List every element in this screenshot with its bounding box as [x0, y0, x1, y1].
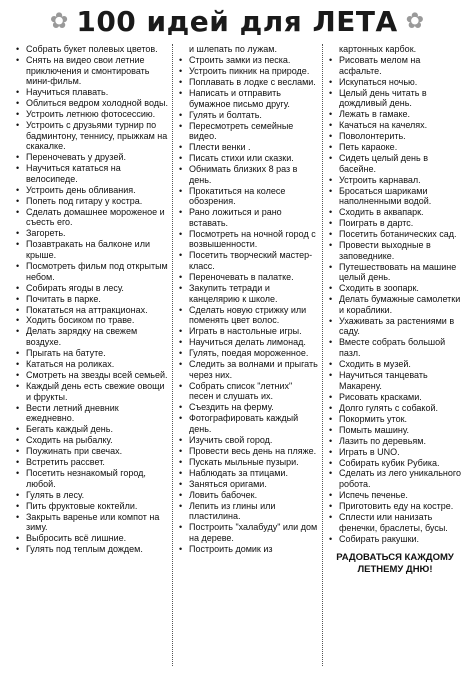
idea-item: • Пускать мыльные пузыри.: [177, 457, 319, 468]
idea-item: • Рано ложиться и рано вставать.: [177, 207, 319, 228]
idea-item: • Приготовить еду на костре.: [327, 501, 463, 512]
idea-item: • Загореть.: [14, 228, 169, 239]
ideas-columns: [10, 44, 466, 666]
idea-item: • Научиться делать лимонад.: [177, 337, 319, 348]
idea-item: • Гулять и болтать.: [177, 110, 319, 121]
idea-item: • Провести весь день на пляже.: [177, 446, 319, 457]
idea-item: • Вести летний дневник ежедневно.: [14, 403, 169, 424]
idea-item: • Искупаться ночью.: [327, 77, 463, 88]
idea-item: • Научиться кататься на велосипеде.: [14, 163, 169, 184]
flower-icon: ✿: [49, 8, 69, 33]
idea-item: • Посетить творческий мастер-класс.: [177, 250, 319, 271]
idea-item: • Кататься на роликах.: [14, 359, 169, 370]
idea-item: • Гулять под теплым дождем.: [14, 544, 169, 555]
idea-item: • Целый день читать в дождливый день.: [327, 88, 463, 109]
idea-item: • Посетить ботанических сад.: [327, 229, 463, 240]
idea-item: • Испечь печенье.: [327, 490, 463, 501]
idea-item: • Сделать новую стрижку или поменять цвет волос.: [177, 305, 319, 326]
idea-item: • Съездить на ферму.: [177, 402, 319, 413]
idea-item: • Лазить по деревьям.: [327, 436, 463, 447]
idea-item: • Обнимать близких 8 раз в день.: [177, 164, 319, 185]
idea-item: • Сплести или нанизать фенечки, браслеты, бусы.: [327, 512, 463, 533]
idea-item: • Устроить пикник на природе.: [177, 66, 319, 77]
idea-item: • Петь караоке.: [327, 142, 463, 153]
idea-item: • Сходить на рыбалку.: [14, 435, 169, 446]
idea-item: • Поужинать при свечах.: [14, 446, 169, 457]
idea-item: • Наблюдать за птицами.: [177, 468, 319, 479]
idea-item: • Закупить тетради и канцелярию к школе.: [177, 283, 319, 304]
idea-item: • Плести венки .: [177, 142, 319, 153]
idea-item: • Переночевать у друзей.: [14, 152, 169, 163]
idea-item: • Поиграть в дартс.: [327, 218, 463, 229]
ideas-column-1: [10, 44, 173, 666]
idea-item: • Делать бумажные самолетки и кораблики.: [327, 294, 463, 315]
idea-item: • Собрать букет полевых цветов.: [14, 44, 169, 55]
idea-item: • Лепить из глины или пластилина.: [177, 501, 319, 522]
idea-item: • Гулять в лесу.: [14, 490, 169, 501]
idea-item: • Посмотреть фильм под открытым небом.: [14, 261, 169, 282]
idea-item: • Ухаживать за растениями в саду.: [327, 316, 463, 337]
idea-item: • Научиться танцевать Макарену.: [327, 370, 463, 391]
slogan-line-1: РАДОВАТЬСЯ КАЖДОМУ: [336, 552, 454, 564]
idea-item: • Рисовать мелом на асфальте.: [327, 55, 463, 76]
idea-item: • Играть в UNO.: [327, 447, 463, 458]
idea-item: картонных карбок.: [339, 44, 417, 54]
idea-item: • Сходить в музей.: [327, 359, 463, 370]
idea-item: • Смотреть на звезды всей семьей.: [14, 370, 169, 381]
idea-item: • Следить за волнами и прыгать через них.: [177, 359, 319, 380]
idea-item: • Каждый день есть свежие овощи и фрукты.: [14, 381, 169, 402]
idea-item: • Написать и отправить бумажное письмо другу.: [177, 88, 319, 109]
idea-item: • Закрыть варенье или компот на зиму.: [14, 512, 169, 533]
header: [0, 0, 474, 42]
idea-item: • Рисовать красками.: [327, 392, 463, 403]
idea-item: • Посмотреть на ночной город с возвышенности.: [177, 229, 319, 250]
ideas-list: [14, 44, 169, 555]
idea-item: • Путешествовать на машине целый день.: [327, 262, 463, 283]
idea-item: • Собирать ягоды в лесу.: [14, 283, 169, 294]
idea-item: • Устроить день обливания.: [14, 185, 169, 196]
idea-item: • Собирать кубик Рубика.: [327, 458, 463, 469]
idea-item: • Поплавать в лодке с веслами.: [177, 77, 319, 88]
idea-item: • Облиться ведром холодной воды.: [14, 98, 169, 109]
idea-item: • Покататься на аттракционах.: [14, 305, 169, 316]
idea-item: • Почитать в парке.: [14, 294, 169, 305]
idea-item: • Сделать из лего уникального робота.: [327, 468, 463, 489]
idea-item: • Провести выходные в заповеднике.: [327, 240, 463, 261]
idea-item: • Прокатиться на колесе обозрения.: [177, 186, 319, 207]
idea-item: • Делать зарядку на свежем воздухе.: [14, 326, 169, 347]
idea-item: • Помыть машину.: [327, 425, 463, 436]
idea-item: • Устроить карнавал.: [327, 175, 463, 186]
idea-item: и шлепать по лужам.: [189, 44, 277, 54]
idea-item: • Устроить с друзьями турнир по бадминтону, теннису, прыжкам на скакалке.: [14, 120, 169, 152]
idea-item: • Бросаться шариками наполненными водой.: [327, 186, 463, 207]
idea-item: • Играть в настольные игры.: [177, 326, 319, 337]
idea-item: • Ловить бабочек.: [177, 490, 319, 501]
idea-item: • Встретить рассвет.: [14, 457, 169, 468]
ideas-list: [177, 44, 319, 554]
idea-item: • Гулять, поедая мороженное.: [177, 348, 319, 359]
idea-item: • Снять на видео свои летние приключения и смонтировать мини-фильм.: [14, 55, 169, 87]
idea-item: • Ходить босиком по траве.: [14, 315, 169, 326]
idea-item: • Переночевать в палатке.: [177, 272, 319, 283]
idea-item: • Сходить в зоопарк.: [327, 283, 463, 294]
idea-item: • Заняться оригами.: [177, 479, 319, 490]
idea-item: • Позавтракать на балконе или крыше.: [14, 239, 169, 260]
flower-icon: ✿: [405, 8, 425, 33]
idea-item: • Качаться на качелях.: [327, 120, 463, 131]
idea-item: • Поволонтерить.: [327, 131, 463, 142]
idea-item: • Покормить уток.: [327, 414, 463, 425]
ideas-column-3: [323, 44, 466, 666]
idea-item: • Попеть под гитару у костра.: [14, 196, 169, 207]
idea-item: • Строить замки из песка.: [177, 55, 319, 66]
ideas-column-2: [173, 44, 323, 666]
idea-item: • Пить фруктовые коктейли.: [14, 501, 169, 512]
idea-item: • Изучить свой город.: [177, 435, 319, 446]
idea-item: • Долго гулять с собакой.: [327, 403, 463, 414]
page-title: 100 идей для ЛЕТА: [76, 4, 398, 38]
idea-item: • Построить домик из: [177, 544, 319, 555]
idea-item: • Научиться плавать.: [14, 87, 169, 98]
idea-item: • Собрать список "летних" песен и слушать их.: [177, 381, 319, 402]
idea-item: • Сделать домашнее мороженое и съесть его.: [14, 207, 169, 228]
idea-item: • Вместе собрать большой пазл.: [327, 337, 463, 358]
slogan-line-2: ЛЕТНЕМУ ДНЮ!: [357, 564, 433, 576]
idea-item: • Писать стихи или сказки.: [177, 153, 319, 164]
idea-item: • Выбросить всё лишние.: [14, 533, 169, 544]
idea-item: • Пересмотреть семейные видео.: [177, 121, 319, 142]
idea-item: • Фотографировать каждый день.: [177, 413, 319, 434]
idea-item: • Лежать в гамаке.: [327, 109, 463, 120]
idea-item: • Посетить незнакомый город, любой.: [14, 468, 169, 489]
idea-item: • Бегать каждый день.: [14, 424, 169, 435]
ideas-list: [327, 44, 463, 544]
idea-item: • Построить "халабуду" или дом на дереве.: [177, 522, 319, 543]
idea-item: • Устроить летнюю фотосессию.: [14, 109, 169, 120]
idea-item: • Собирать ракушки.: [327, 534, 463, 545]
idea-item: • Прыгать на батуте.: [14, 348, 169, 359]
idea-item: • Сидеть целый день в басейне.: [327, 153, 463, 174]
closing-slogan: [327, 552, 463, 576]
idea-item: • Сходить в аквапарк.: [327, 207, 463, 218]
